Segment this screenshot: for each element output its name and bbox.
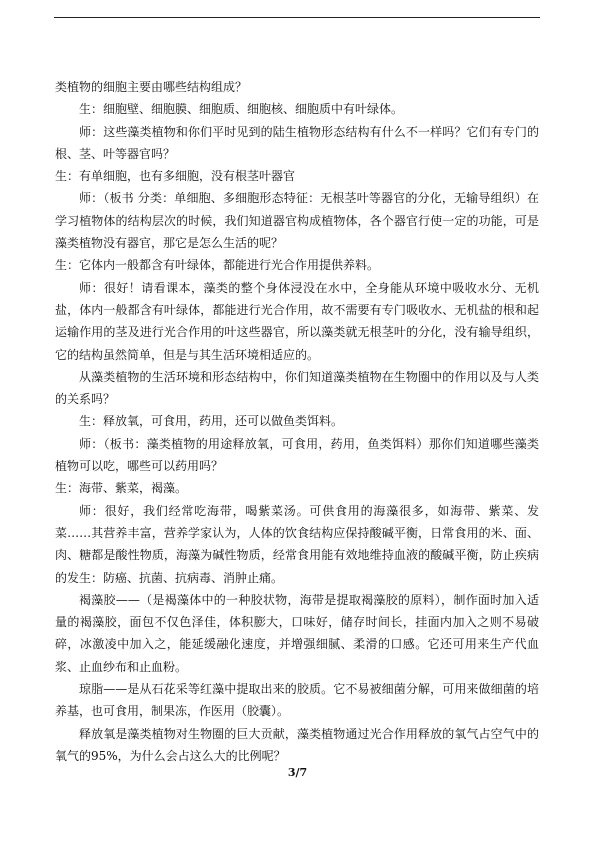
paragraph-7: 师：很好！请看课本，藻类的整个身体浸没在水中，全身能从环境中吸收水分、无机盐，体内一般都含有叶绿体，都能进行光合作用，故不需要有专门吸收水、无机盐的根和起运输作用的茎及进行光合作用的叶这些器官，所以藻类就无根茎叶的分化，没有输导组织，它的结构虽然简单，但是与其生活环境相适应的。	[55, 280, 539, 362]
paragraph-1: 类植物的细胞主要由哪些结构组成？	[55, 80, 248, 94]
header-rule	[54, 17, 540, 18]
paragraph-11: 生：海带、紫菜，褐藻。	[55, 481, 188, 496]
paragraph-10: 师：（板书：藻类植物的用途释放氧，可食用，药用，鱼类饵料）那你们知道哪些藻类植物可以吃，哪些可以药用吗？	[55, 436, 539, 474]
paragraph-2: 生：细胞壁、细胞膜、细胞质、细胞核、细胞质中有叶绿体。	[79, 102, 404, 117]
paragraph-3: 师：这些藻类植物和你们平时见到的陆生植物形态结构有什么不一样吗？它们有专门的根、茎、叶等器官吗？	[55, 124, 539, 161]
page-number: 3/7	[287, 766, 308, 779]
paragraph-6: 生：它体内一般都含有叶绿体，都能进行光合作用提供养料。	[55, 258, 380, 273]
paragraph-5: 师：（板书 分类：单细胞、多细胞形态特征：无根茎叶等器官的分化，无输导组织）在学习植物体的结构层次的时候，我们知道器官构成植物体，各个器官行使一定的功能，可是藻类植物没有器官，那它是怎么生活的呢？	[55, 191, 539, 251]
paragraph-8: 从藻类植物的生活环境和形态结构中，你们知道藻类植物在生物圈中的作用以及与人类的关系吗？	[55, 369, 539, 407]
paragraph-4: 生：有单细胞，也有多细胞，没有根茎叶器官	[55, 169, 296, 184]
paragraph-12: 师：很好，我们经常吃海带，喝紫菜汤。可供食用的海藻很多，如海带、紫菜、发菜……其营养丰富，营养学家认为，人体的饮食结构应保持酸碱平衡，日常食用的米、面、肉、糖都是酸性物质，海藻为碱性物质，经常食用能有效地维持血液的酸碱平衡，防止疾病的发生：防癌、抗菌、抗病毒、消肿止痛。	[55, 503, 539, 585]
paragraph-13: 褐藻胶——（是褐藻体中的一种胶状物，海带是提取褐藻胶的原料），制作面时加入适量的褐藻胶，面包不仅色泽佳，体积膨大，口味好，储存时间长，挂面内加入之则不易破碎，冰激凌中加入之，能延缓融化速度，并增强细腻、柔滑的口感。它还可用来生产代血浆、止血纱布和止血粉。	[55, 592, 539, 674]
document-body	[55, 76, 539, 767]
paragraph-9: 生：释放氧，可食用，药用，还可以做鱼类饵料。	[79, 414, 344, 429]
paragraph-15: 释放氧是藻类植物对生物圈的巨大贡献，藻类植物通过光合作用释放的氧气占空气中的氧气的95%，为什么会占这么大的比例呢？	[55, 726, 539, 763]
paragraph-14: 琼脂——是从石花采等红藻中提取出来的胶质。它不易被细菌分解，可用来做细菌的培养基，也可食用，制果冻，作医用（胶囊）。	[55, 682, 539, 719]
